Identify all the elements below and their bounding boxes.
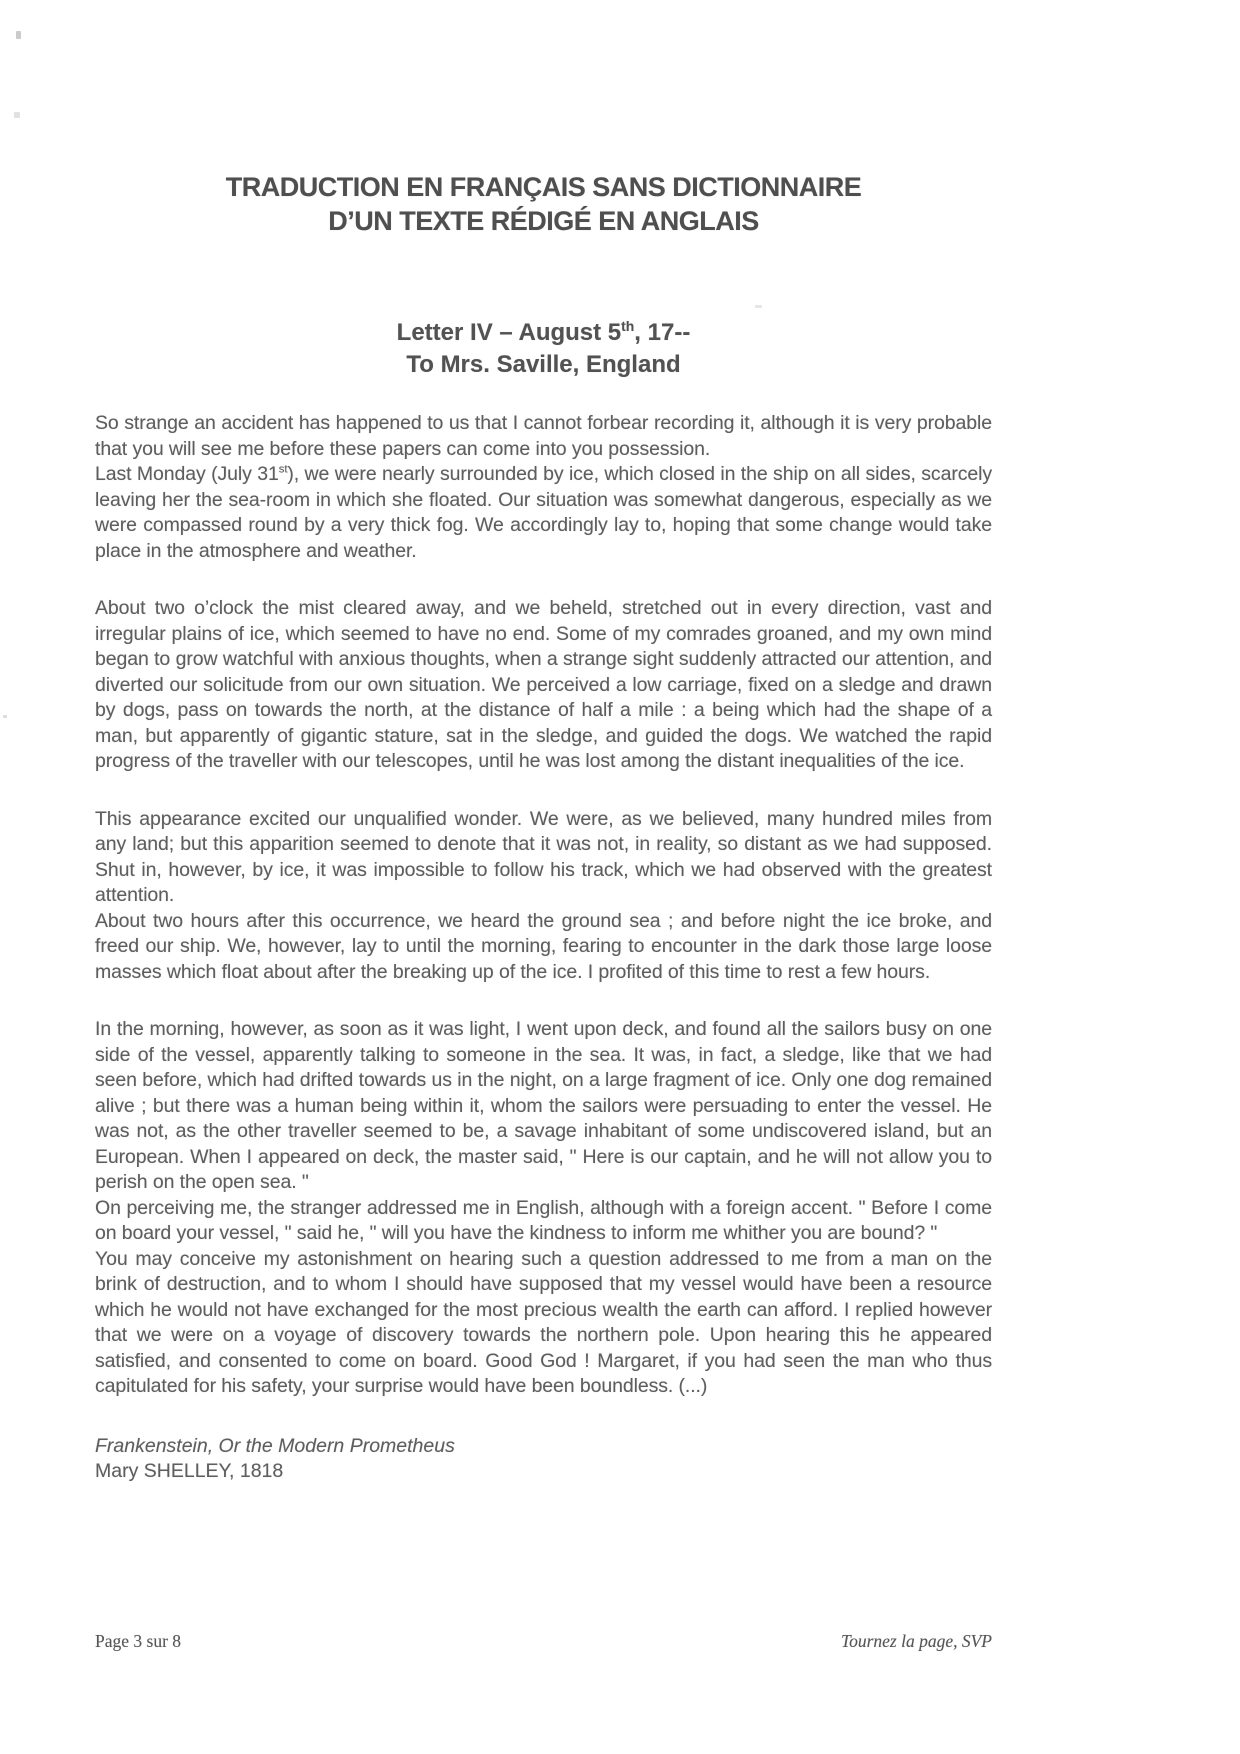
paragraph-4c: You may conceive my astonishment on hearing such a question addressed to me from a man on the brink of destruction, and to whom I should have supposed that my vessel would have been a resource which he would not have exchanged for the most precious wealth the earth can afford. I replied however that we were on a voyage of discovery towards the northern pole. Upon hearing this he appeared satisfied, and consented to come on board. Good God ! Margaret, if you had seen the man who thus capitulated for his safety, your surprise would have been boundless. (...) [95,1247,992,1397]
paragraph-4a: In the morning, however, as soon as it was light, I went upon deck, and found all the sailors busy on one side of the vessel, apparently talking to someone in the sea. It was, in fact, a sledge, like that we had seen before, which had drifted towards us in the night, on a large fragment of ice. Only one dog remained alive ; but there was a human being within it, whom the sailors were persuading to enter the vessel. He was not, as the other traveller seemed to be, a savage inhabitant of some undiscovered island, but an European. When I appeared on deck, the master said, " Here is our captain, and he will not allow you to perish on the open sea. " [95,1018,992,1193]
letter-heading-date-line [95,317,992,349]
source-attribution [95,1434,992,1485]
scan-artifact [3,715,7,718]
paragraph-1b-post: ), we were nearly surrounded by ice, which closed in the ship on all sides, scarcely leaving her the sea-room in which she floated. Our situation was somewhat dangerous, especially as we were compassed round by a very thick fog. We accordingly lay to, hoping that some change would take place in the atmosphere and weather. [95,463,992,562]
paragraph-4b: On perceiving me, the stranger addressed me in English, although with a foreign accent. " Before I come on board your vessel, " said he, " will you have the kindness to inform me whither you are bound? " [95,1196,992,1244]
date-ordinal-superscript: th [621,318,635,334]
letter-heading-addressee-line: To Mrs. Saville, England [406,351,681,378]
letter-year-text: , 17-- [634,319,691,346]
letter-body [95,411,992,1400]
letter-heading [95,317,992,381]
exam-title-line-1: TRADUCTION EN FRANÇAIS SANS DICTIONNAIRE [225,172,862,202]
exam-title [95,170,992,238]
paragraph-1a: So strange an accident has happened to us that I cannot forbear recording it, although it is very probable that you will see me before these papers can come into you possession. [95,412,992,460]
document-content [95,0,992,1485]
source-work-title: Frankenstein, Or the Modern Prometheus [95,1434,455,1457]
paragraph-1b-pre: Last Monday (July 31 [95,463,279,485]
paragraph-1b [95,462,992,564]
page-number: Page 3 sur 8 [95,1631,182,1651]
letter-date-text: Letter IV – August 5 [396,319,622,346]
exam-title-line-2: D’UN TEXTE RÉDIGÉ EN ANGLAIS [328,206,759,236]
date-ordinal-superscript: st [278,463,288,476]
scan-artifact [14,112,20,118]
paragraph-3b: About two hours after this occurrence, we heard the ground sea ; and before night the ice broke, and freed our ship. We, however, lay to until the morning, fearing to encounter in the dark those large loose masses which float about after the breaking up of the ice. I profited of this time to rest a few hours. [95,909,992,983]
source-author: Mary SHELLEY, 1818 [95,1460,284,1482]
page-footer [95,1630,992,1652]
scan-artifact [16,31,21,39]
paragraph-2: About two o’clock the mist cleared away, and we beheld, stretched out in every direction, vast and irregular plains of ice, which seemed to have no end. Some of my comrades groaned, and my own mind began to grow watchful with anxious thoughts, when a strange sight suddenly attracted our attention, and diverted our solicitude from our own situation. We perceived a low carriage, fixed on a sledge and drawn by dogs, pass on towards the north, at the distance of half a mile : a being which had the shape of a man, but apparently of gigantic stature, sat in the sledge, and guided the dogs. We watched the rapid progress of the traveller with our telescopes, until he was lost among the distant inequalities of the ice. [95,597,992,772]
paragraph-3a: This appearance excited our unqualified wonder. We were, as we believed, many hundred miles from any land; but this apparition seemed to denote that it was not, in reality, so distant as we had supposed. Shut in, however, by ice, it was impossible to follow his track, which we had observed with the greatest attention. [95,807,992,906]
turn-page-note: Tournez la page, SVP [840,1631,992,1651]
